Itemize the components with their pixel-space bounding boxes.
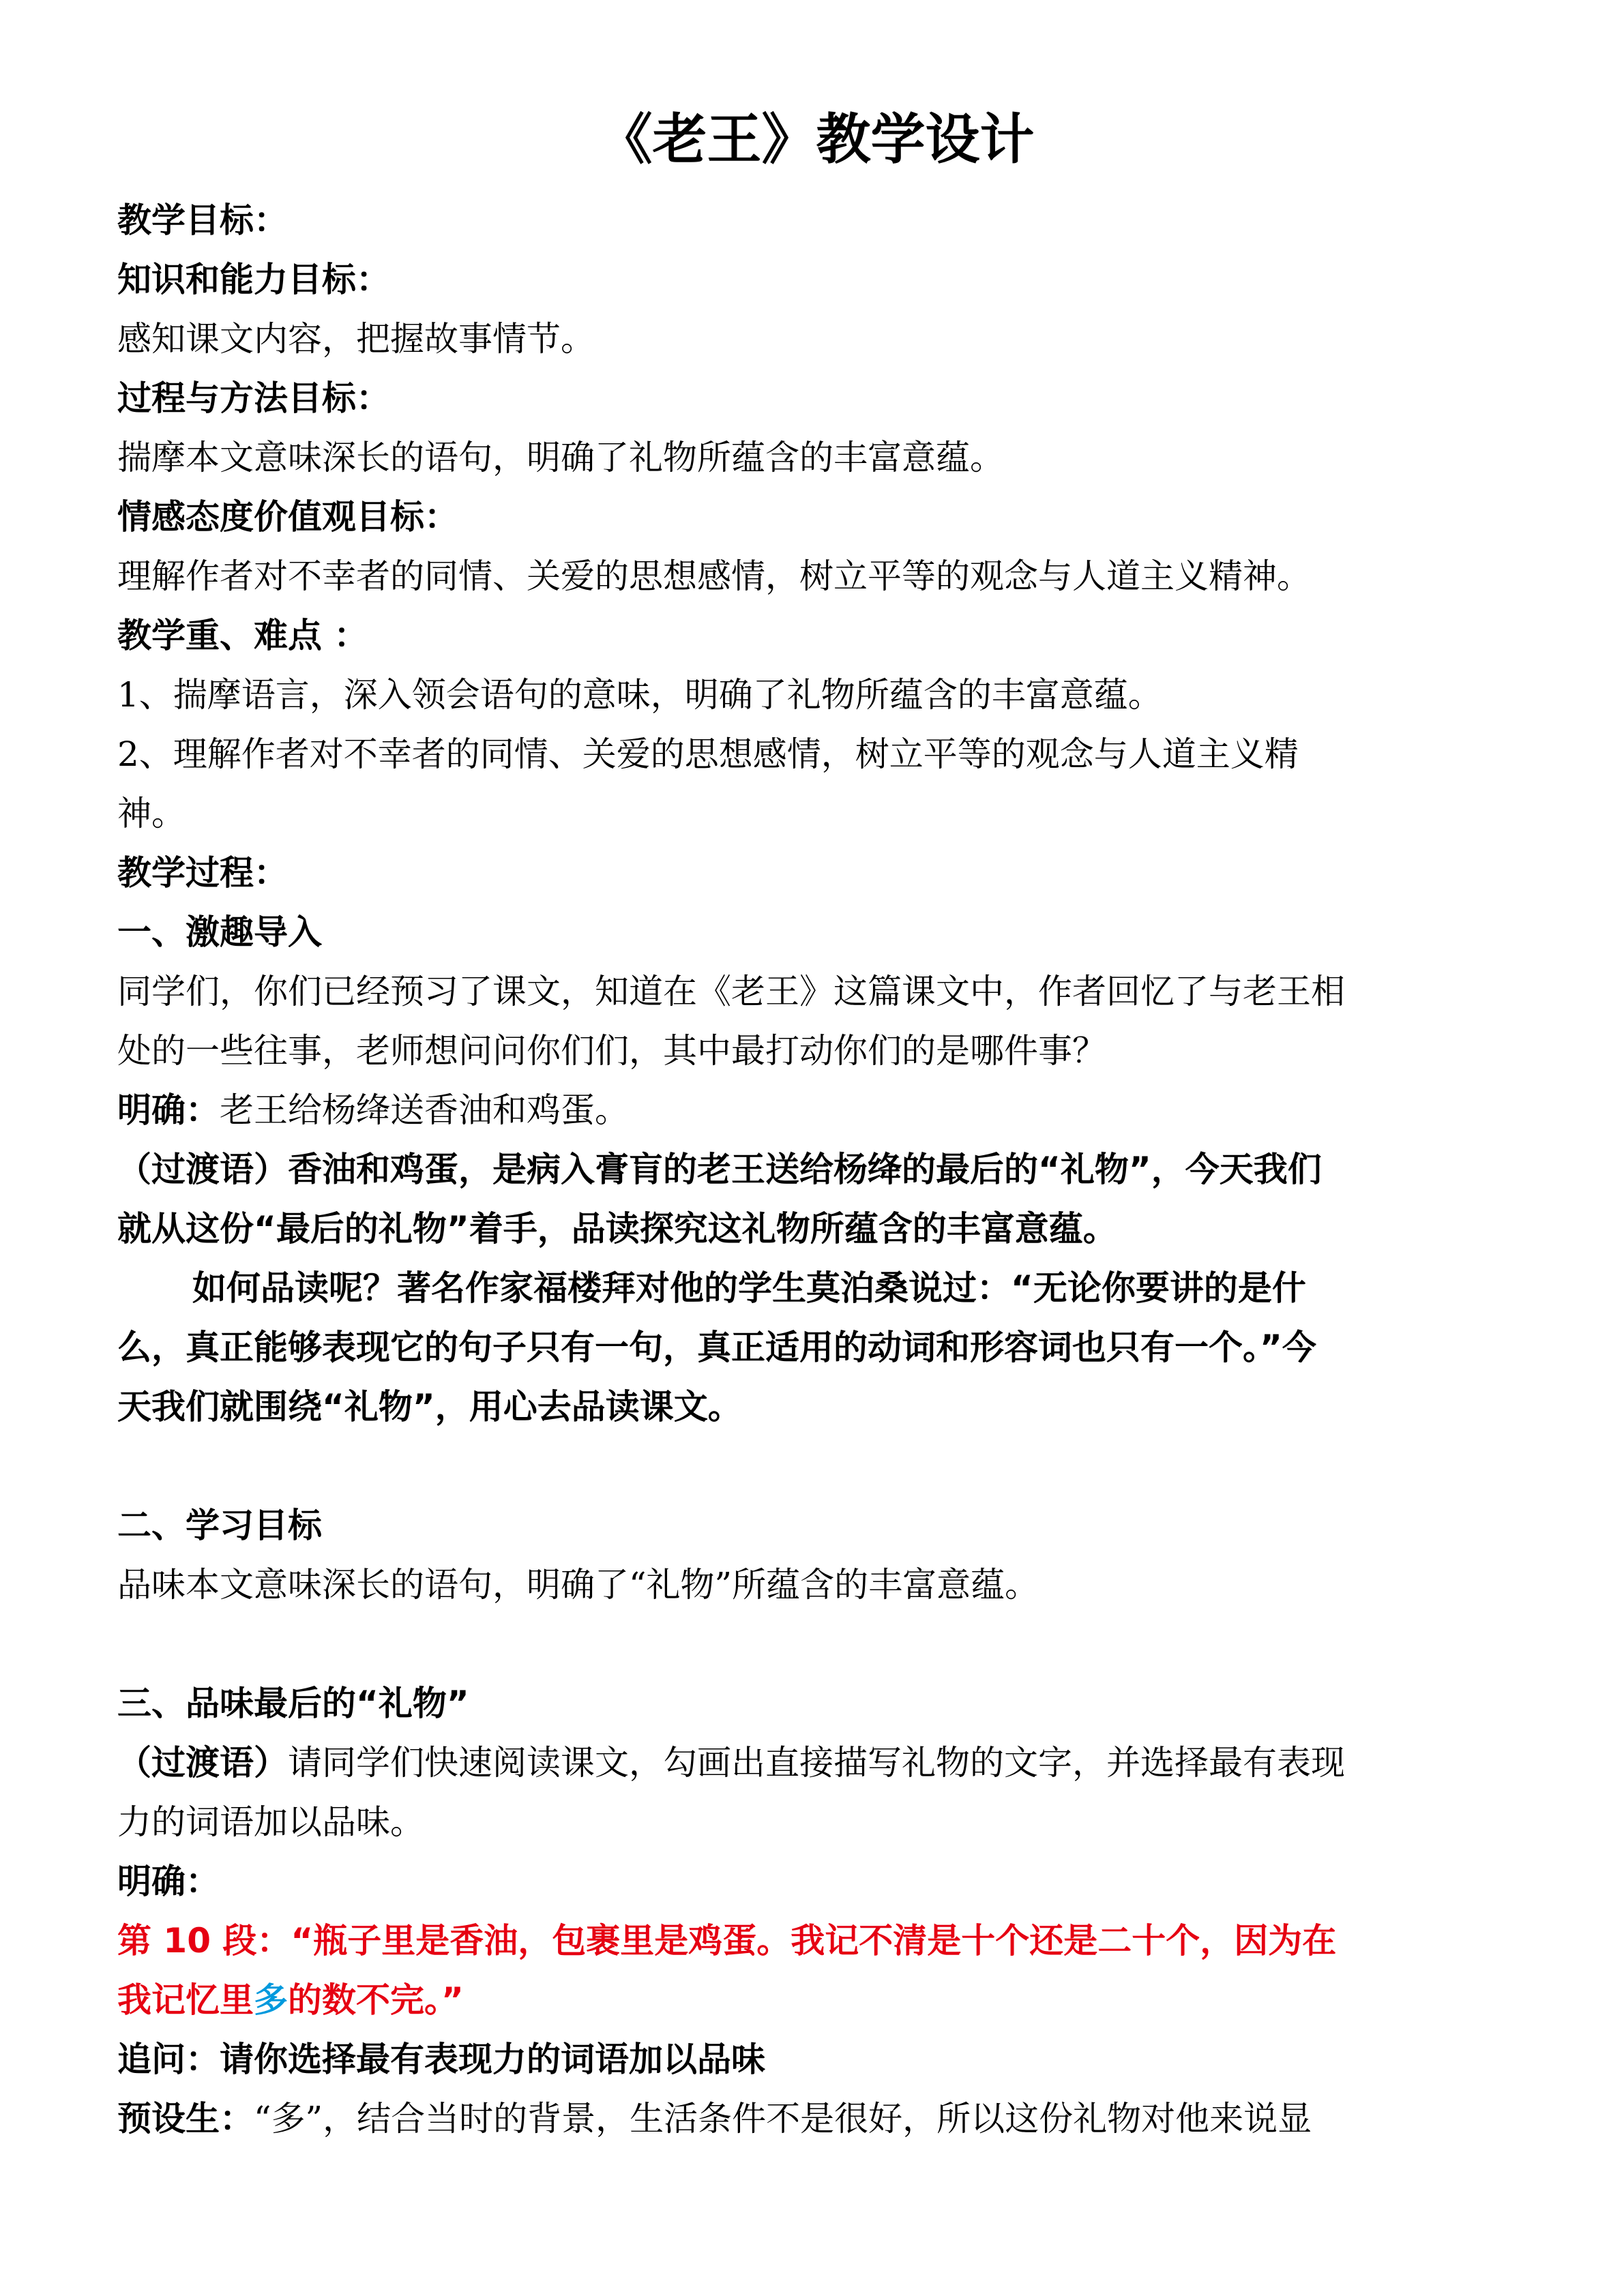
section-3-heading: 三、品味最后的“礼物”: [117, 1684, 469, 1723]
knowledge-objective-heading: 知识和能力目标：: [117, 260, 390, 299]
section-3-preset: [117, 2089, 1515, 2149]
quote-part-2: 的数不完。”: [288, 1980, 464, 2020]
section-1-paragraph-line-2: 处的一些往事，老师想问问你们们，其中最打动你们的是哪件事？: [117, 1031, 1106, 1071]
section-3-quote-line-1: 第 10 段：“瓶子里是香油，包裹里是鸡蛋。我记不清是十个还是二十个，因为在: [117, 1921, 1337, 1960]
preset-label: 预设生：: [117, 2099, 254, 2138]
key-points-heading: 教学重、难点 ：: [117, 616, 368, 655]
knowledge-objective-text: 感知课文内容，把握故事情节。: [117, 319, 595, 359]
spacer: [117, 1437, 1515, 1496]
section-1-question-line-2: 么，真正能够表现它的句子只有一句，真正适用的动词和形容词也只有一个。”今: [117, 1328, 1316, 1367]
clarify-text: 老王给杨绛送香油和鸡蛋。: [220, 1090, 629, 1130]
section-1-transition-line-1: （过渡语）香油和鸡蛋，是病入膏肓的老王送给杨绛的最后的“礼物”，今天我们: [117, 1150, 1322, 1189]
section-3-transition-line-2: 力的词语加以品味。: [117, 1802, 424, 1842]
objectives-heading: 教学目标：: [117, 200, 288, 240]
section-1-transition-line-2: 就从这份“最后的礼物”着手，品读探究这礼物所蕴含的丰富意蕴。: [117, 1209, 1117, 1249]
section-2-heading: 二、学习目标: [117, 1506, 322, 1545]
section-3-quote-line-2: [117, 1971, 1515, 2030]
key-point-item-2-line-2: 神。: [117, 794, 186, 833]
document-title: 《老王》教学设计: [597, 108, 1035, 171]
key-point-item-2-line-1: 2、理解作者对不幸者的同情、关爱的思想感情，树立平等的观念与人道主义精: [117, 734, 1299, 774]
transition-label: （过渡语）: [117, 1743, 288, 1783]
section-3-clarify-label: 明确：: [117, 1862, 220, 1901]
quote-highlight-word: 多: [254, 1980, 288, 2020]
transition-text: 请同学们快速阅读课文，勾画出直接描写礼物的文字，并选择最有表现: [288, 1743, 1345, 1783]
preset-text: “多”，结合当时的背景，生活条件不是很好，所以这份礼物对他来说显: [254, 2099, 1312, 2138]
quote-part-1: 我记忆里: [117, 1980, 254, 2020]
section-1-heading: 一、激趣导入: [117, 912, 322, 952]
process-heading: 教学过程：: [117, 853, 288, 893]
process-objective-text: 揣摩本文意味深长的语句，明确了礼物所蕴含的丰富意蕴。: [117, 438, 1004, 477]
section-1-clarify: [117, 1081, 1515, 1140]
section-1-question-line-1: 如何品读呢？著名作家福楼拜对他的学生莫泊桑说过：“无论你要讲的是什: [192, 1268, 1306, 1308]
key-point-item-1: 1、揣摩语言，深入领会语句的意味，明确了礼物所蕴含的丰富意蕴。: [117, 675, 1162, 715]
emotion-objective-heading: 情感态度价值观目标：: [117, 497, 458, 537]
section-1-paragraph-line-1: 同学们，你们已经预习了课文，知道在《老王》这篇课文中，作者回忆了与老王相: [117, 972, 1345, 1011]
spacer: [117, 1615, 1515, 1674]
section-1-question-line-3: 天我们就围绕“礼物”，用心去品读课文。: [117, 1387, 742, 1427]
section-3-followup: 追问：请你选择最有表现力的词语加以品味: [117, 2040, 765, 2079]
process-objective-heading: 过程与方法目标：: [117, 378, 390, 418]
emotion-objective-text: 理解作者对不幸者的同情、关爱的思想感情，树立平等的观念与人道主义精神。: [117, 556, 1311, 596]
clarify-label: 明确：: [117, 1090, 220, 1130]
section-3-transition-line-1: [117, 1733, 1515, 1793]
section-2-text: 品味本文意味深长的语句，明确了“礼物”所蕴含的丰富意蕴。: [117, 1565, 1039, 1605]
